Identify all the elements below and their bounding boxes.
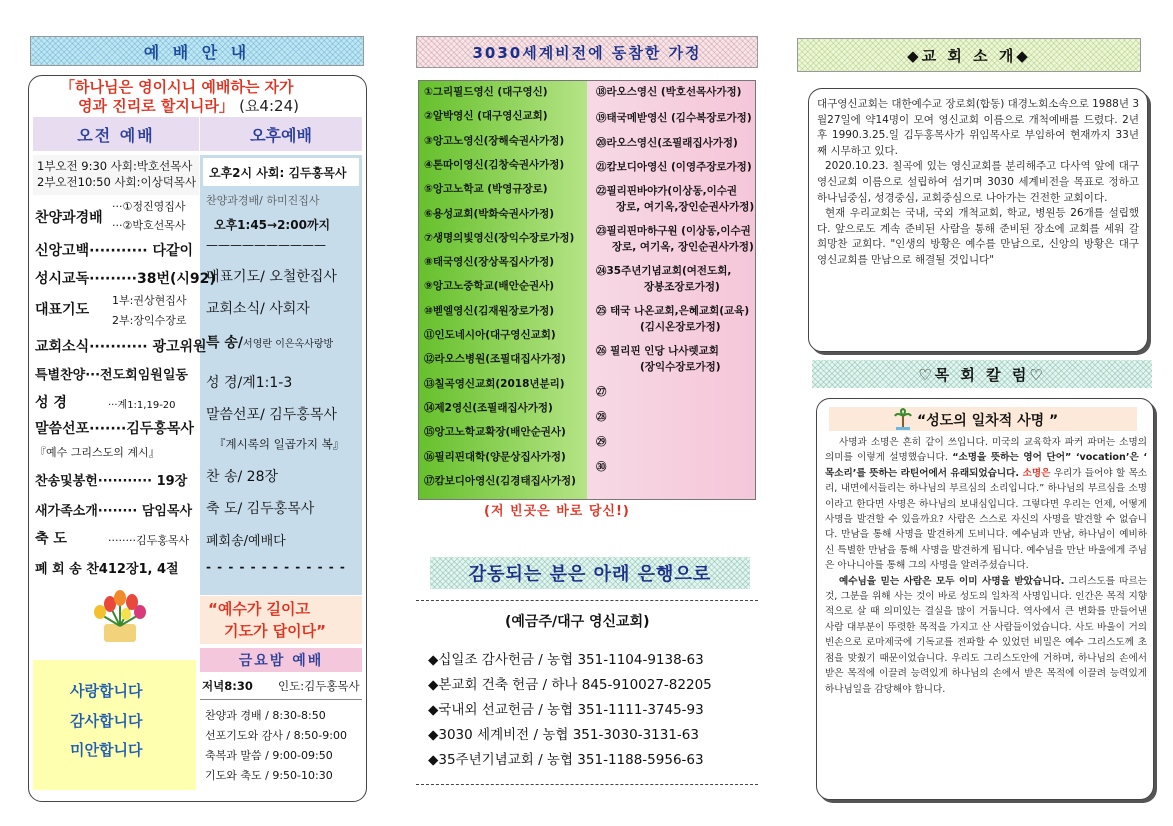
afternoon-prayer: 대표기도/ 오철한집사	[206, 269, 337, 285]
account-item: ◆십일조 감사헌금 / 농협 351-1104-9138-63	[428, 652, 704, 668]
sermon-title: 『예수 그리스도의 계시』	[35, 446, 160, 459]
afternoon-title: 오후예배	[200, 117, 362, 151]
church-intro-box	[808, 88, 1148, 352]
friday-title: 금요밤 예배	[200, 648, 362, 672]
prayer-1: 1부:권상현집사	[112, 294, 187, 307]
vision-family-item: ⑬칠곡영신교회(2018년분리)	[424, 377, 565, 390]
special-song: 특별찬양···전도회임원일동	[35, 368, 188, 383]
bank-divider-top	[416, 600, 758, 602]
friday-time: 저녁8:30	[202, 679, 253, 693]
bible-ref: ···계1:1,19-20	[108, 400, 176, 411]
empty-slot-note: (저 빈곳은 바로 당신!)	[484, 504, 630, 519]
account-holder: (예금주/대구 영신교회)	[505, 614, 650, 630]
verse-line2	[78, 95, 299, 116]
afternoon-blessing: 축 도/ 김두홍목사	[206, 501, 315, 517]
morning-service-1: 1부오전 9:30 사회:박호선목사	[37, 159, 193, 173]
friday-item: 찬양과 경배 / 8:30-8:50	[205, 709, 326, 722]
afternoon-special	[206, 332, 333, 352]
vision-family-item: ㉗	[596, 386, 607, 398]
pastor-column-header: ♡목 회 칼 럼♡	[812, 360, 1152, 388]
closing-hymn: 폐 회 송 찬412장1, 4절	[35, 562, 179, 577]
vision-family-item: ⑯필리핀대학(양문상집사가정)	[424, 450, 566, 463]
vision-family-item: ⑲태국메받영신 (김수복장로가정)	[596, 112, 752, 124]
slogan-line2: 기도가 답이다”	[224, 622, 327, 640]
account-item: ◆35주년기념교회 / 농협 351-1188-5956-63	[428, 752, 704, 768]
morning-title: 오전 예배	[33, 117, 199, 151]
column-paragraph-2	[825, 574, 1147, 697]
vision-family-item: ㉔35주년기념교회(여전도회,	[596, 265, 732, 277]
vision-family-item: ㉑캄보디아영신 (이영주장로가정)	[596, 161, 752, 173]
friday-item: 축복과 말씀 / 9:00-09:50	[205, 749, 333, 762]
slogan-line1: “예수가 길이고	[208, 600, 311, 618]
afternoon-hymn: 찬 송/ 28장	[206, 469, 279, 485]
choir-label: 찬양과경배	[35, 210, 103, 226]
choir-2: ···②박호선목사	[112, 219, 186, 232]
friday-divider	[200, 699, 362, 700]
vision-family-item: ⑰캄보디아영신(김경태집사가정)	[424, 474, 576, 487]
afternoon-closing: 폐회송/예배다	[206, 534, 286, 549]
vision-family-item: ㉖ 필리핀 인당 나사렛교회	[596, 345, 719, 357]
vision-family-item: ⑳라오스영신(조필래집사가정)	[596, 137, 738, 149]
vision-family-item: ㉓필리핀마하구원 (이상동,이수권	[596, 225, 751, 237]
afternoon-time: 오후1:45→2:00까지	[214, 218, 331, 232]
vision-family-item: ㉒필리핀바야가(이상동,이수권	[596, 185, 738, 197]
church-intro-text	[817, 97, 1139, 269]
vision-family-item: ⑱라오스영신 (박호선목사가정)	[596, 86, 742, 98]
vision-family-item: (장익수장로가정)	[640, 361, 721, 373]
vision-family-item: ⑥용성교회(박화숙권사가정)	[424, 207, 555, 220]
bank-divider-bottom	[416, 784, 758, 786]
intro-paragraph-2: 2020.10.23. 칠곡에 있는 영신교회를 분리해주고 다사역 앞에 대구영신교회 이름으로 설립하여 섬기며 3030 세계비전을 목표로 정하고 하나님중심, 성경중심, 교회중심으로 나아가는 건전한 교회이다.	[817, 160, 1139, 204]
vision-family-item: ⑦생명의빛영신(장익수장로가정)	[424, 231, 575, 244]
afternoon-bible: 성 경/계1:1-3	[206, 375, 293, 391]
vision-family-item: ⑮앙고노학교확장(배안순권사)	[424, 426, 566, 439]
choir-1: ···①정진영집사	[112, 200, 186, 213]
newcomer-intro: 새가족소개········ 담임목사	[35, 504, 193, 519]
column-p2-a: 예수님을 믿는 사람은 모두 이미 사명을 받았습니다.	[839, 575, 1065, 587]
bible-label: 성 경	[35, 395, 67, 411]
vision-family-item: 장로, 여기옥, 장인순권사가정)	[612, 241, 754, 253]
account-item: ◆3030 세계비전 / 농협 351-3030-3131-63	[428, 727, 699, 743]
afternoon-praise: 찬양과경배/ 하미진집사	[206, 194, 320, 207]
afternoon-service: 오후2시 사회: 김두홍목사	[203, 158, 359, 186]
afternoon-special-who: 서영란 이은옥사랑방	[243, 339, 334, 350]
palm-tree-icon	[893, 408, 913, 430]
afternoon-special-label: 특 송/	[206, 335, 244, 351]
prayer-2: 2부:장익수장로	[112, 314, 187, 327]
vision-family-item: ㉘	[596, 411, 607, 423]
blessing-label: 축 도	[35, 531, 67, 547]
column-p1-a: 사명과 소명은 흔히 같이 쓰입니다. 미국의 교육학자 파커 파머는 소명의 의미를 이렇게 설명했습니다.	[825, 437, 1147, 464]
vision-family-item: ⑨앙고노중학교(배안순권사)	[424, 280, 555, 293]
friday-item: 기도와 축도 / 9:50-10:30	[205, 769, 333, 782]
tulip-bouquet-image	[80, 586, 160, 646]
worship-info-header: 예 배 안 내	[30, 36, 364, 66]
intro-paragraph-3: 현재 우리교회는 국내, 국외 개척교회, 학교, 병원등 26개를 설립했다. 앞으로도 계속 준비된 사람을 통해 준비된 장소에 교회를 세워 갈 희망찬 교회다. "인생의 방황은 예수를 만남으로, 신앙의 방황은 대구영신교회를 만남으로 해결될 것입니다"	[817, 207, 1139, 266]
verse-line1: 「하나님은 영이시니 예배하는 자가	[60, 78, 294, 96]
column-p1-b: “소명을 뜻하는 영어 단어” ‘vocation’은 ‘ 목소리’를 뜻하는 라틴어에서 유래되었습니다.	[825, 452, 1147, 479]
vision-header: 3030세계비전에 동참한 가정	[416, 36, 758, 68]
love-line3: 미안합니다	[70, 741, 143, 759]
verse-ref: (요4:24)	[239, 97, 299, 115]
hymn-offering: 찬송및봉헌··········· 19장	[35, 474, 188, 489]
column-paragraph-1	[825, 435, 1147, 574]
afternoon-dashes-2: - - - - - - - - - - - - -	[206, 560, 346, 574]
vision-family-item: 장봉조장로가정)	[644, 281, 720, 293]
creed: 신앙고백··········· 다같이	[35, 243, 194, 259]
vision-family-item: ③앙고노영신(장해숙권사가정)	[424, 134, 565, 147]
friday-leader: 인도:김두홍목사	[278, 679, 360, 693]
column-p1-c: 소명은	[1019, 467, 1051, 479]
vision-family-item: ④톤따이영신(김창숙권사가정)	[424, 158, 565, 171]
column-p2-b: 그리스도를 따르는 것, 그분을 위해 사는 것이 바로 성도의 일차적 사명입니다. 인간은 목적 지향적으로 살 때 의미있는 결실을 많이 거둡니다. 역사에서 큰 변화를 만들어낸 사람 대부분이 뚜렷한 목적을 가지고 산 사람들이었습니다. 사도 바울이 거의 빈손으로 로마제국에 기독교를 전파할 수 있었던 비밀은 예수 그리스도께 초점을 맞췄기 때문이었습니다. 우리도 그리스도안에 거하며, 하나님의 손에서받은 목적에 이끌려 능력있게 하나님의 손에서 받은 목적에 이끌려 능력있게 하나님일을 감당해야 합니다.	[825, 575, 1147, 695]
account-item: ◆본교회 건축 헌금 / 하나 845-910027-82205	[428, 677, 712, 693]
account-item: ◆국내외 선교헌금 / 농협 351-1111-3745-93	[428, 702, 704, 718]
prayer-label: 대표기도	[35, 302, 90, 318]
morning-service-2: 2부오전10:50 사회:이상덕목사	[37, 175, 197, 189]
vision-family-item: 장로, 여기옥,장인순권사가정)	[616, 201, 755, 213]
vision-family-item: ㉚	[596, 461, 607, 473]
love-line2: 감사합니다	[70, 712, 143, 730]
column-title: “성도의 일차적 사명 ”	[917, 413, 1059, 429]
vision-family-item: ㉕ 태국 나온교회,은혜교회(교육)	[596, 305, 750, 317]
afternoon-sermon-title: 『계시록의 일곱가지 복』	[214, 437, 345, 451]
vision-family-item: ⑩벧엘영신(김재원장로가정)	[424, 304, 555, 317]
afternoon-dashes: ——————————	[206, 238, 326, 252]
column-p1-d: 우리가 들어야 할 목소리, 내면에서들리는 하나님의 부르심의 소리입니다.” 하나님의 부르심을 소명이라고 한다면 사명은 하나님의 보내심입니다. 그렇다면 우리는 언제, 어떻게 사명을 발견할 수 있을까요? 사람은 스스로 자신의 사명을 발견할 수 없습니다. 만남을 통해 사명을 발견하게 도비니다. 예수님과 만남, 하나님이 예비하신 특별한 만남을 통해 사명을 발견하게 됩니다. 예수님을 만난 바울에게 주님은 아나니아를 통해 그의 사명을 알려주셨습니다.	[825, 467, 1147, 572]
afternoon-sermon: 말씀선포/ 김두홍목사	[206, 407, 337, 423]
vision-family-item: (김시온장로가정)	[640, 321, 721, 333]
pastor-column-box	[816, 398, 1154, 800]
vision-family-item: ㉙	[596, 436, 607, 448]
blessing: ········김두홍목사	[108, 534, 190, 547]
love-line1: 사랑합니다	[70, 682, 143, 700]
vision-family-item: ⑫라오스병원(조필대집사가정)	[424, 353, 566, 366]
afternoon-news: 교회소식/ 사회자	[206, 301, 310, 317]
vision-family-item: ⑤앙고노학교 (박영규장로)	[424, 183, 548, 196]
sermon: 말씀선포·······김두홍목사	[35, 421, 194, 437]
church-intro-header: ◆교 회 소 개◆	[797, 38, 1141, 72]
intro-paragraph-1: 대구영신교회는 대한예수교 장로회(합동) 대경노회소속으로 1988년 3월27일에 약14명이 모여 영신교회 이름으로 개척예배를 드렸다. 2년 후 1990.3.25.일 김두홍목사가 위임목사로 부임하여 현재까지 33년째 시무하고 있다.	[817, 98, 1140, 157]
church-news: 교회소식··········· 광고위원	[35, 339, 207, 355]
bank-header: 감동되는 분은 아래 은행으로	[430, 557, 750, 589]
vision-family-item: ②알박영신 (대구영신교회)	[424, 110, 548, 123]
vision-family-item: ⑧태국영신(장상목집사가정)	[424, 256, 555, 269]
vision-family-item: ①그리필드영신 (대구영신)	[424, 86, 548, 98]
column-text	[825, 435, 1147, 697]
vision-family-item: ⑭제2영신(조필래집사가정)	[424, 401, 553, 414]
verse-text: 영과 진리로 할지니라」	[78, 97, 234, 115]
responsive-reading: 성시교독·········38번(시92)	[35, 271, 216, 287]
friday-item: 선포기도와 감사 / 8:50-9:00	[205, 729, 347, 742]
vision-family-item: ⑪인도네시아(대구영신교회)	[424, 329, 556, 341]
